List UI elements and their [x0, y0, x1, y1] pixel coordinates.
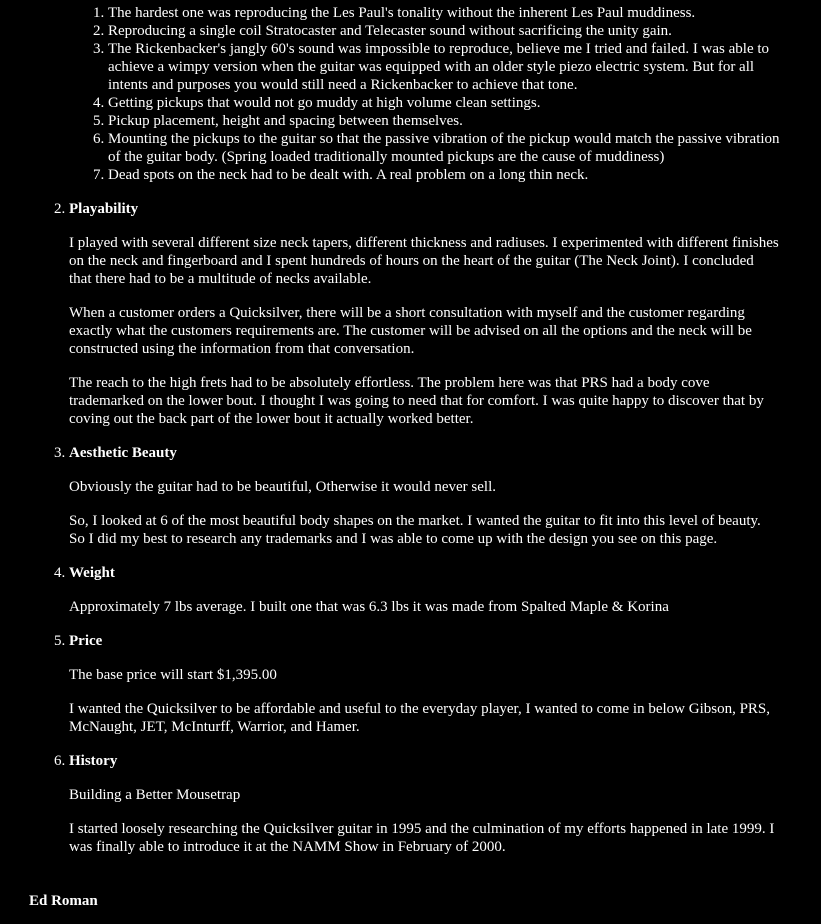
article-body: [0, 4, 821, 872]
challenge-item: 5. Pickup placement, height and spacing between themselves.: [108, 112, 780, 130]
section-heading: 4. Weight: [69, 565, 115, 581]
challenge-item: 1. The hardest one was reproducing the Les Paul's tonality without the inherent Les Paul muddiness.: [108, 4, 780, 22]
section-heading: 3. Aesthetic Beauty: [69, 445, 177, 461]
section-aesthetic-beauty: [69, 444, 779, 548]
challenge-item: 2. Reproducing a single coil Stratocaster and Telecaster sound without sacrificing the unity gain.: [108, 22, 780, 40]
section-paragraph: Obviously the guitar had to be beautiful, Otherwise it would never sell.: [69, 479, 496, 495]
section-heading: 2. Playability: [69, 201, 139, 217]
challenge-item: 6. Mounting the pickups to the guitar so that the passive vibration of the pickup would match the passive vibration of the guitar body. (Spring loaded traditionally mounted pickups are the cause of muddiness): [108, 130, 780, 166]
section-paragraph: So, I looked at 6 of the most beautiful body shapes on the market. I wanted the guitar to fit into this level of beauty. So I did my best to research any trademarks and I was able to come up with the design you see on this page.: [69, 513, 761, 547]
section-paragraph: The base price will start $1,395.00: [69, 667, 277, 683]
section-weight: [69, 564, 779, 616]
section-heading: 5. Price: [69, 633, 103, 649]
section-paragraph: I played with several different size neck tapers, different thickness and radiuses. I experimented with different finishes on the neck and fingerboard and I spent hundreds of hours on the heart of the guitar (The Neck Joint). I concluded that there had to be a multitude of necks available.: [69, 235, 779, 287]
section-paragraph: I started loosely researching the Quicksilver guitar in 1995 and the culmination of my efforts happened in late 1999. I was finally able to introduce it at the NAMM Show in February of 2000.: [69, 821, 775, 855]
section-playability: [69, 200, 779, 428]
section-paragraph: Building a Better Mousetrap: [69, 787, 241, 803]
sections-list: [0, 200, 779, 856]
section-paragraph: The reach to the high frets had to be absolutely effortless. The problem here was that PRS had a body cove trademarked on the lower bout. I thought I was going to need that for comfort. I was quite happy to discover that by coving out the back part of the lower bout it actually worked better.: [69, 375, 764, 427]
author-signature: Ed Roman: [29, 893, 98, 909]
section-paragraph: Approximately 7 lbs average. I built one that was 6.3 lbs it was made from Spalted Maple & Korina: [69, 599, 669, 615]
challenge-item: 3. The Rickenbacker's jangly 60's sound was impossible to reproduce, believe me I tried and failed. I was able to achieve a wimpy version when the guitar was equipped with an older style piezo electric system. But for all intents and purposes you would still need a Rickenbacker to achieve that tone.: [108, 40, 780, 94]
section-heading: 6. History: [69, 753, 118, 769]
challenges-list: [0, 4, 780, 184]
challenge-item: 4. Getting pickups that would not go muddy at high volume clean settings.: [108, 94, 780, 112]
section-history: [69, 752, 779, 856]
section-paragraph: I wanted the Quicksilver to be affordable and useful to the everyday player, I wanted to come in below Gibson, PRS, McNaught, JET, McInturff, Warrior, and Hamer.: [69, 701, 771, 735]
challenge-item: 7. Dead spots on the neck had to be dealt with. A real problem on a long thin neck.: [108, 166, 780, 184]
section-paragraph: When a customer orders a Quicksilver, there will be a short consultation with myself and the customer regarding exactly what the customers requirements are. The customer will be advised on all the options and the neck will be constructed using the information from that conversation.: [69, 305, 752, 357]
section-price: [69, 632, 779, 736]
